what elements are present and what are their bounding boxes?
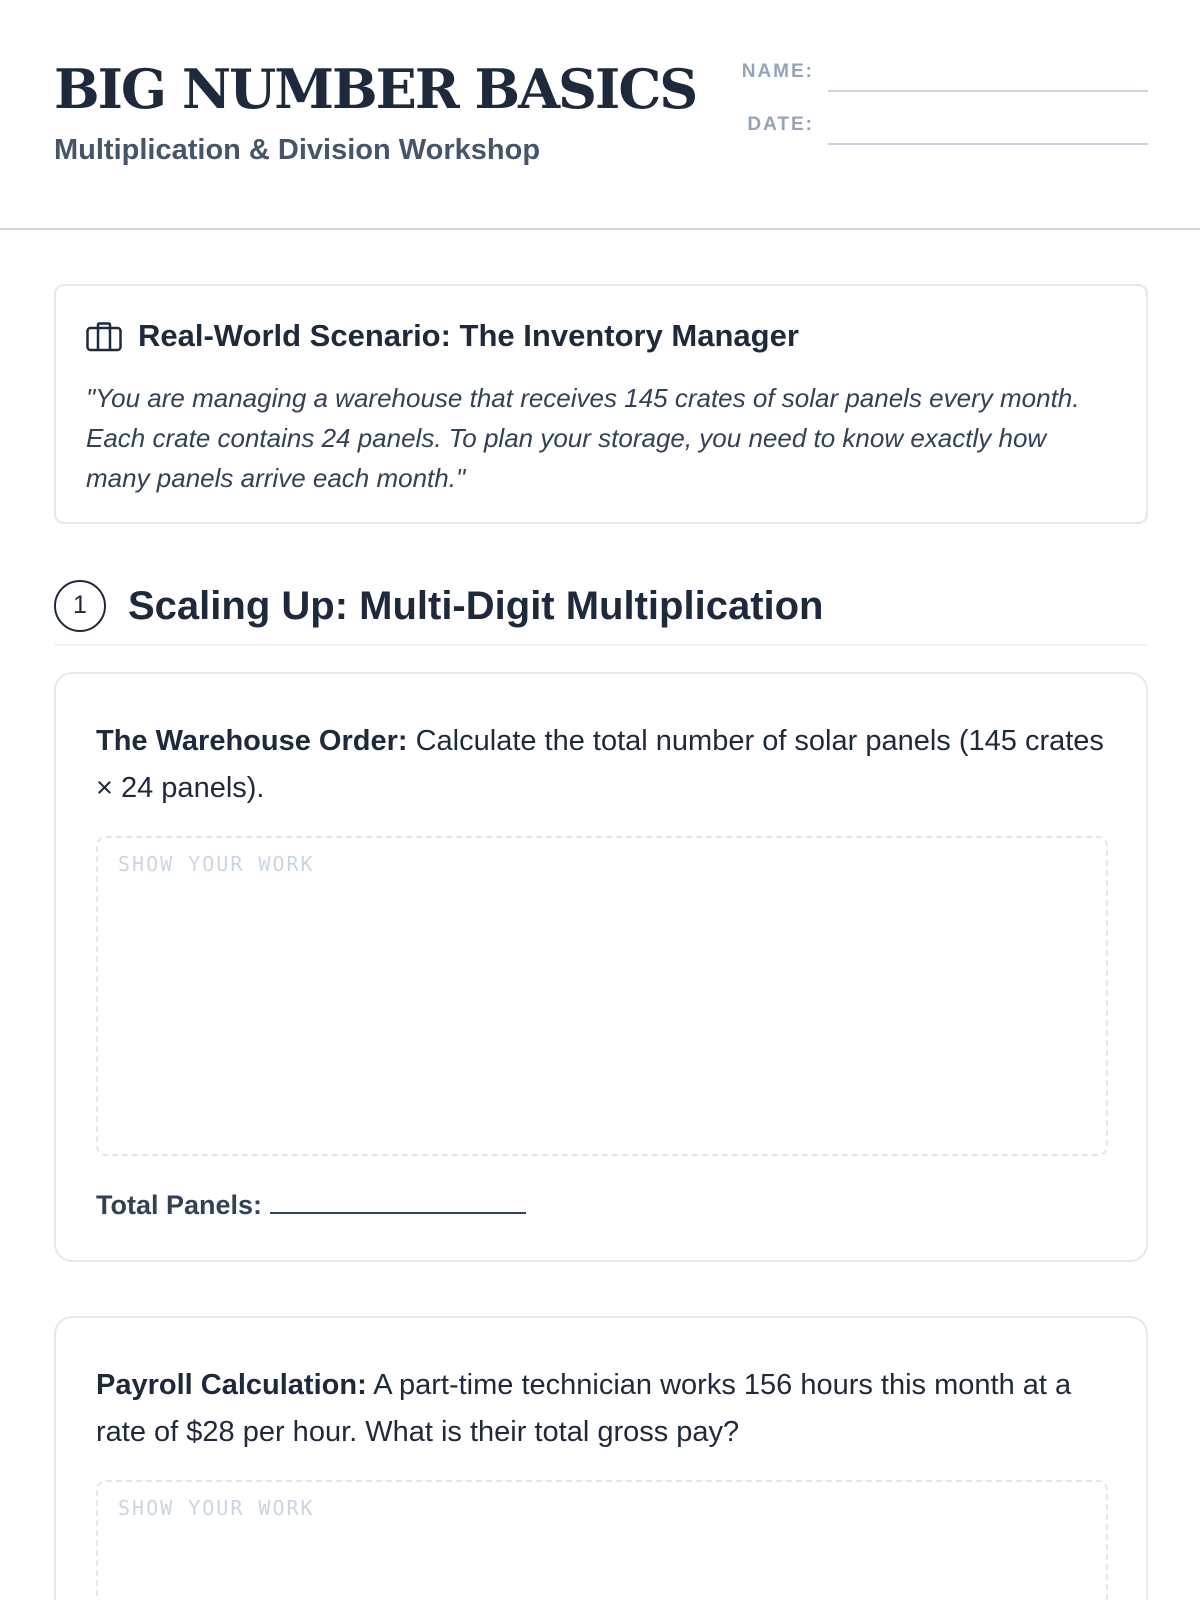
page-title: BIG NUMBER BASICS <box>54 57 697 121</box>
answer-blank[interactable] <box>270 1190 526 1214</box>
scenario-box <box>54 284 1148 524</box>
problem-body: Calculate the total number of solar panels (145 crates × 24 panels). <box>96 725 1104 804</box>
work-area-label: SHOW YOUR WORK <box>118 1496 315 1520</box>
problem-label: Payroll Calculation: <box>96 1369 367 1401</box>
problem-card <box>54 672 1148 1262</box>
answer-row <box>96 1186 526 1224</box>
problem-text <box>96 1362 1106 1456</box>
date-label: DATE: <box>747 114 814 135</box>
work-area[interactable] <box>96 836 1108 1156</box>
name-field[interactable] <box>828 90 1148 92</box>
scenario-text: "You are managing a warehouse that receives 145 crates of solar panels every month. Each crate contains 24 panels. To plan your storage, you need to know exactly how many panels arrive each month." <box>86 383 1080 493</box>
work-area[interactable] <box>96 1480 1108 1600</box>
problem-body: A part-time technician works 156 hours this month at a rate of $28 per hour. What is their total gross pay? <box>96 1369 1072 1448</box>
date-field[interactable] <box>828 143 1148 145</box>
section-number-badge: 1 <box>54 580 106 632</box>
problem-label: The Warehouse Order: <box>96 725 408 757</box>
problem-card <box>54 1316 1148 1600</box>
worksheet-header <box>0 0 1200 230</box>
section-title: Scaling Up: Multi-Digit Multiplication <box>128 584 824 628</box>
scenario-title: Real-World Scenario: The Inventory Manager <box>138 318 799 353</box>
section-header <box>54 574 1148 646</box>
work-area-label: SHOW YOUR WORK <box>118 852 315 876</box>
answer-label: Total Panels: <box>96 1190 263 1220</box>
page-subtitle: Multiplication & Division Workshop <box>54 134 541 166</box>
problem-text <box>96 718 1106 812</box>
briefcase-icon <box>86 322 122 352</box>
name-label: NAME: <box>741 61 814 82</box>
